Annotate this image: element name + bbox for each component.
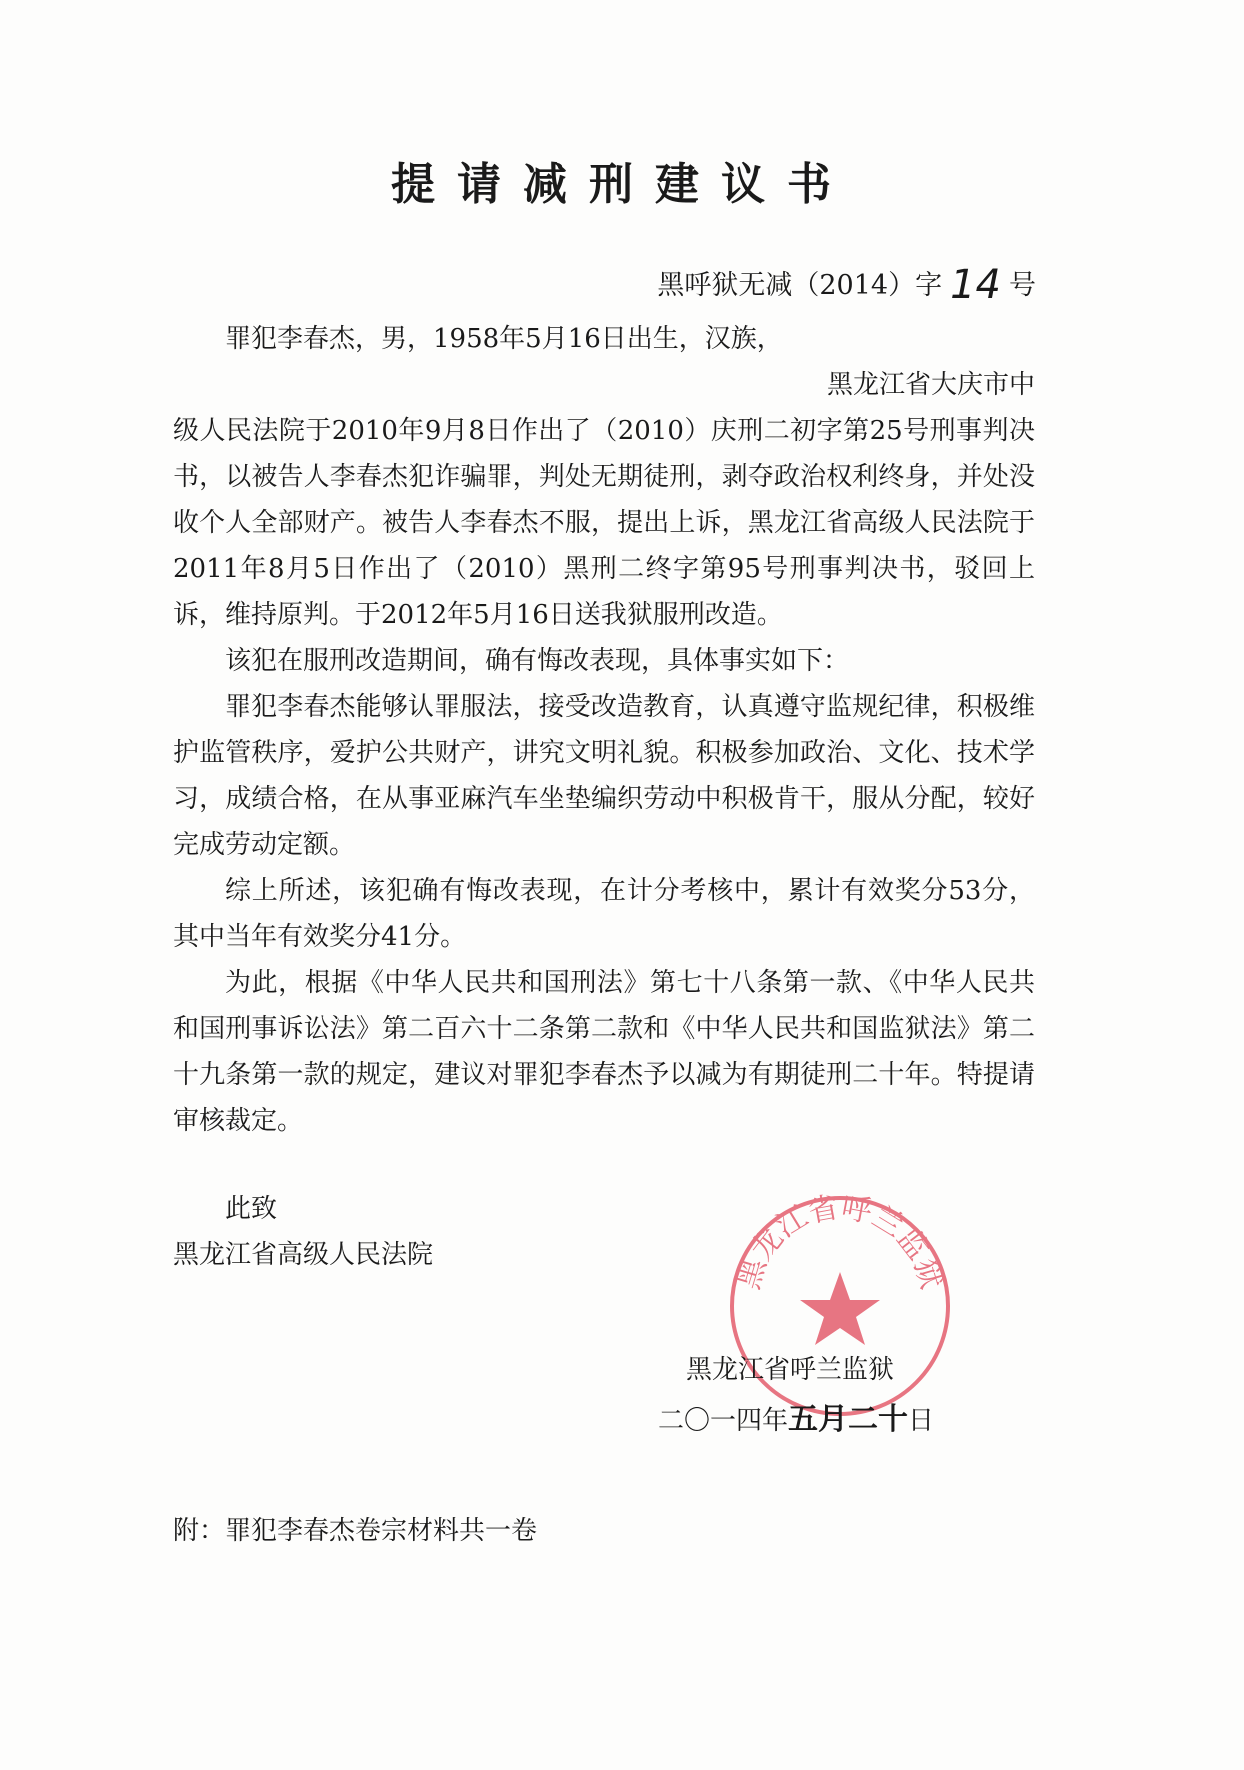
paragraph-2: 该犯在服刑改造期间，确有悔改表现，具体事实如下： xyxy=(225,646,850,676)
document-number-suffix: 号 xyxy=(1009,270,1036,301)
recipient: 黑龙江省高级人民法院 xyxy=(173,1240,434,1270)
document-number-prefix: 黑呼狱无减（2014）字 xyxy=(657,270,943,301)
signer: 黑龙江省呼兰监狱 xyxy=(686,1355,895,1385)
paragraph-4: 综上所述，该犯确有悔改表现，在计分考核中，累计有效奖分53分，其中当年有效奖分41分。 xyxy=(173,876,1035,952)
document-number-handwritten: 14 xyxy=(950,262,1001,308)
paragraph-1 xyxy=(173,316,1035,408)
date-suffix: 日 xyxy=(908,1406,935,1436)
signature-block xyxy=(658,1345,935,1446)
attachment-note: 附：罪犯李春杰卷宗材料共一卷 xyxy=(173,1516,538,1546)
paragraph-1-line-1: 罪犯李春杰，男，1958年5月16日出生，汉族， xyxy=(225,324,783,354)
document-title: 提请减刑建议书 xyxy=(391,159,853,210)
paragraph-3: 罪犯李春杰能够认罪服法，接受改造教育，认真遵守监规纪律，积极维护监管秩序，爱护公共财产，讲究文明礼貌。积极参加政治、文化、技术学习，成绩合格，在从事亚麻汽车坐垫编织劳动中积极肯干，服从分配，较好完成劳动定额。 xyxy=(173,692,1035,860)
salutation-block xyxy=(173,1186,433,1278)
document-number xyxy=(657,262,1036,308)
signature-date xyxy=(658,1395,934,1446)
date-handwritten: 五月二十 xyxy=(788,1402,909,1437)
paragraph-1-rest: 级人民法院于2010年9月8日作出了（2010）庆刑二初字第25号刑事判决书，以被告人李春杰犯诈骗罪，判处无期徒刑，剥夺政治权利终身，并处没收个人全部财产。被告人李春杰不服，提出上诉，黑龙江省高级人民法院于2011年8月5日作出了（2010）黑刑二终字第95号刑事判决书，驳回上诉，维持原判。于2012年5月16日送我狱服刑改造。 xyxy=(173,416,1035,630)
star-icon xyxy=(800,1272,880,1345)
paragraph-5: 为此，根据《中华人民共和国刑法》第七十八条第一款、《中华人民共和国刑事诉讼法》第二百六十二条第二款和《中华人民共和国监狱法》第二十九条第一款的规定，建议对罪犯李春杰予以减为有期徒刑二十年。特提请审核裁定。 xyxy=(173,968,1035,1136)
salutation: 此致 xyxy=(225,1194,278,1224)
date-printed: 二〇一四年 xyxy=(658,1406,789,1436)
seal-text: 黑龙江省呼兰监狱 xyxy=(731,1190,949,1294)
paragraph-1-line-2: 黑龙江省大庆市中 xyxy=(826,370,1035,400)
document-body xyxy=(173,316,1035,1144)
